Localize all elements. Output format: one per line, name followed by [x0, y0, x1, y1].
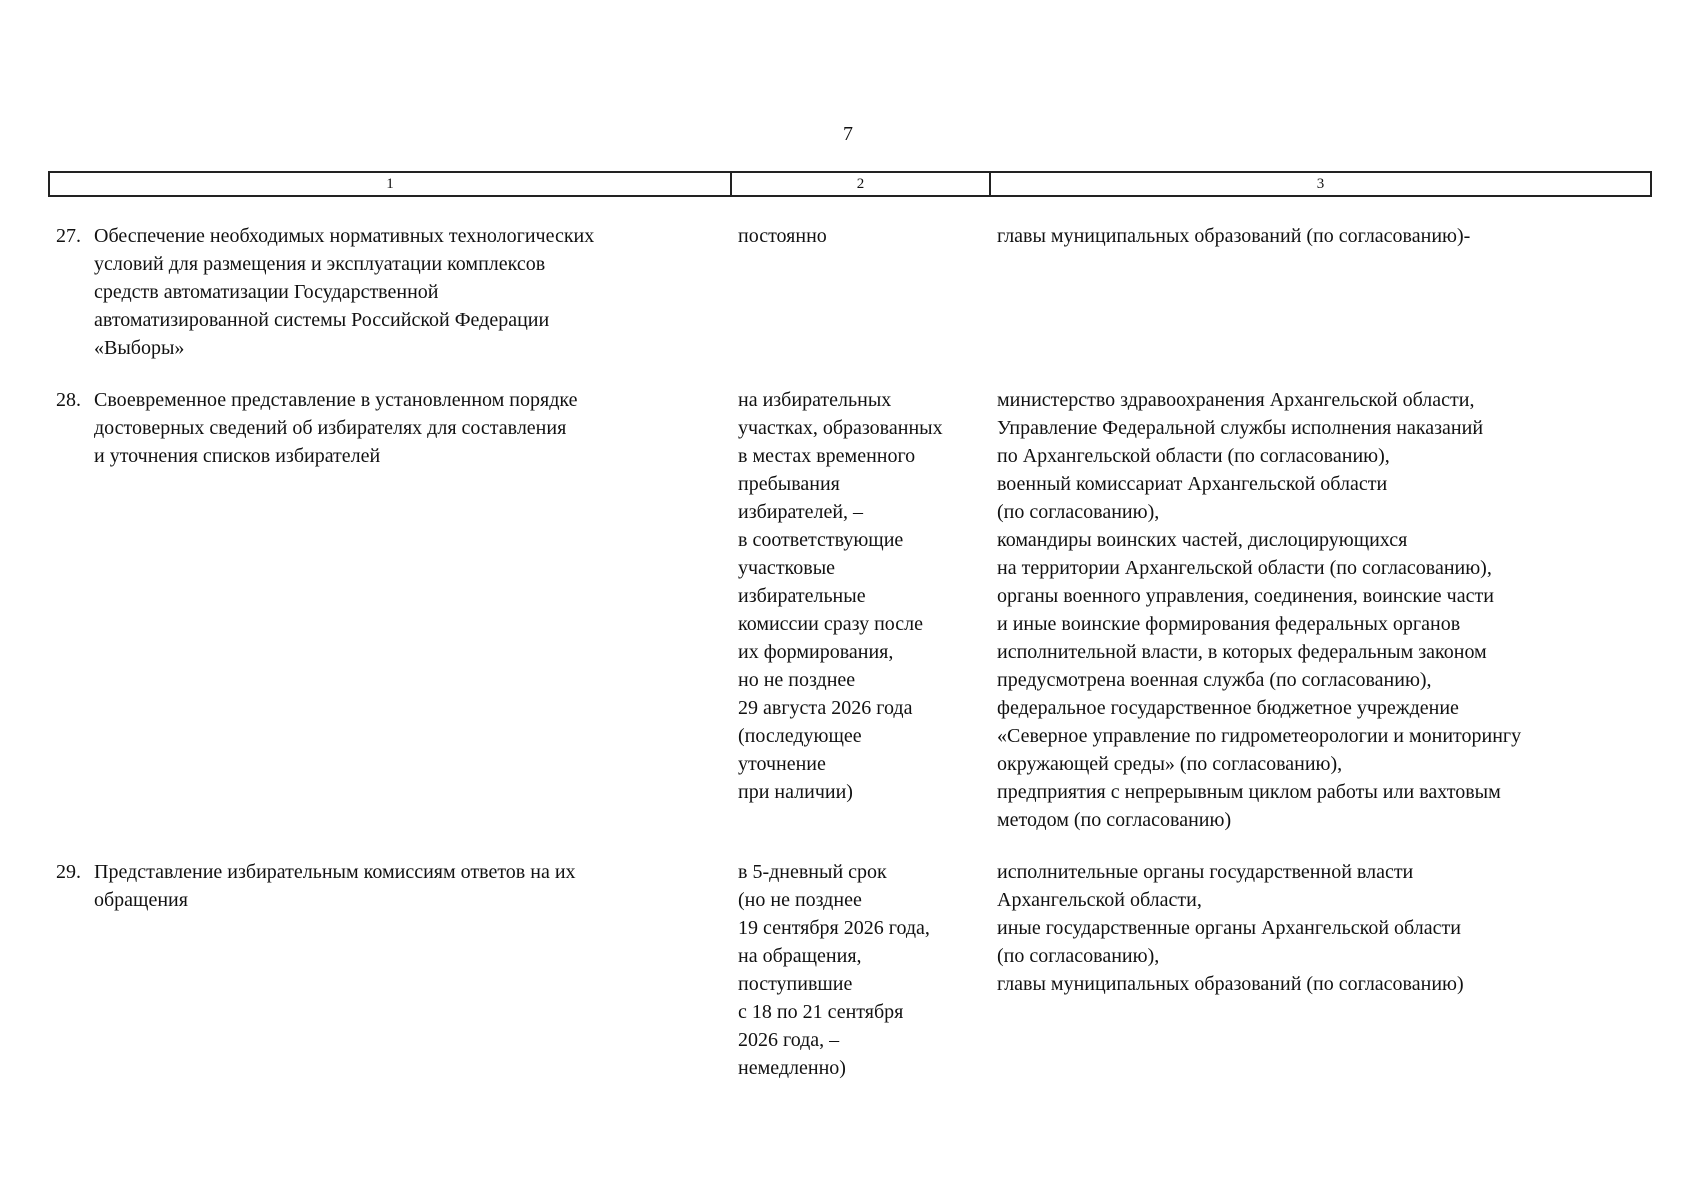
header-row: [49, 172, 1651, 196]
task-text: Обеспечение необходимых нормативных технологических условий для размещения и эксплуатации комплексов средств автоматизации Государственной автоматизированной системы Российской Федерации «Выборы»: [94, 225, 595, 359]
task-text: Представление избирательным комиссиям ответов на их обращения: [94, 861, 576, 911]
header-col-2: 2: [731, 172, 990, 196]
row-number: 29.: [56, 861, 81, 883]
page-number: 7: [843, 123, 853, 145]
deadline-text: постоянно: [738, 225, 827, 247]
responsible-text: главы муниципальных образований (по согласованию)-: [997, 225, 1471, 247]
header-col-3: 3: [990, 172, 1651, 196]
row-number: 27.: [56, 225, 81, 247]
deadline-text: на избирательных участках, образованных в местах временного пребывания избирателей, – в соответствующие участковые избирательные комиссии сразу после их формирования, но не позднее 29 августа 2026 года (последующее уточнение при наличии): [738, 389, 943, 803]
task-text: Своевременное представление в установленном порядке достоверных сведений об избирателях для составления и уточнения списков избирателей: [94, 389, 578, 467]
responsible-text: министерство здравоохранения Архангельской области, Управление Федеральной службы исполнения наказаний по Архангельской области (по согласованию), военный комиссариат Архангельской области (по согласованию), командиры воинских частей, дислоцирующихся на территории Архангельской области (по согласованию), органы военного управления, соединения, воинские части и иные воинские формирования федеральных органов исполнительной власти, в которых федеральным законом предусмотрена военная служба (по согласованию), федеральное государственное бюджетное учреждение «Северное управление по гидрометеорологии и мониторингу окружающей среды» (по согласованию), предприятия с непрерывным циклом работы или вахтовым методом (по согласованию): [997, 389, 1522, 831]
row-number: 28.: [56, 389, 81, 411]
responsible-text: исполнительные органы государственной власти Архангельской области, иные государственные органы Архангельской области (по согласованию), главы муниципальных образований (по согласованию): [997, 861, 1464, 995]
column-number-header: [48, 171, 1652, 197]
header-col-1: 1: [49, 172, 731, 196]
deadline-text: в 5-дневный срок (но не позднее 19 сентября 2026 года, на обращения, поступившие с 18 по 21 сентября 2026 года, – немедленно): [738, 861, 930, 1079]
